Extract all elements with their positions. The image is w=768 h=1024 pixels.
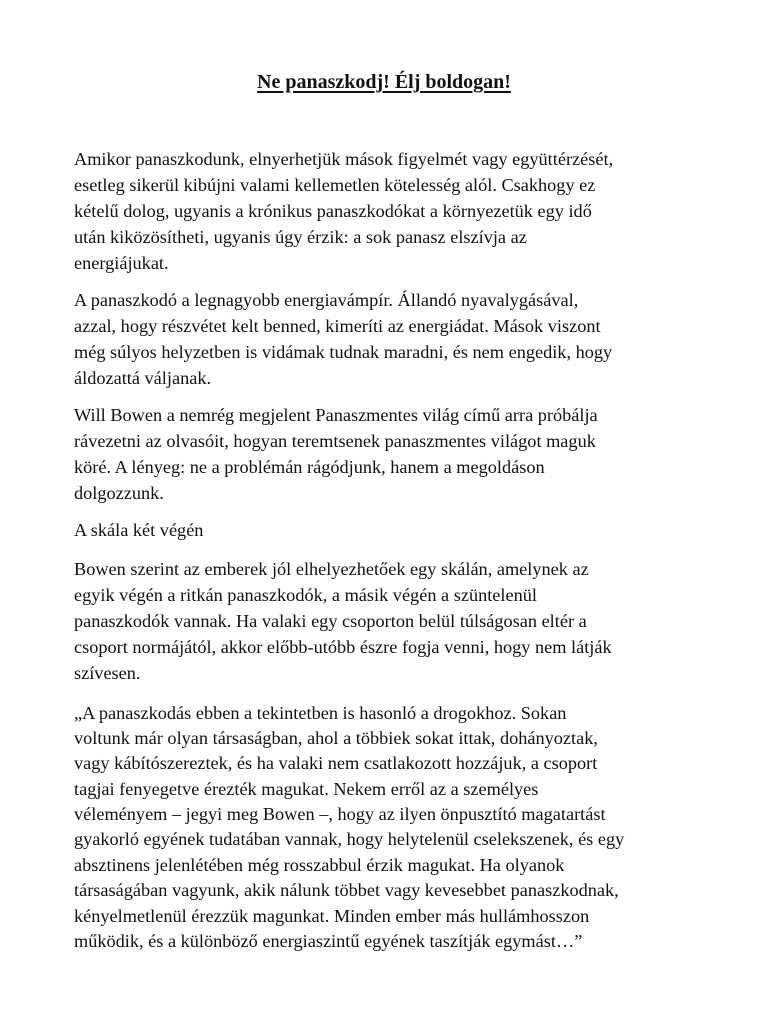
paragraph-3-line-2: rávezetni az olvasóit, hogyan teremtsenek panaszmentes világot maguk [74,431,596,451]
paragraph-6-line-2: voltunk már olyan társaságban, ahol a többiek sokat ittak, dohányoztak, [74,728,598,748]
paragraph-2-line-4: áldozattá váljanak. [74,368,212,388]
paragraph-6-line-5: véleményem – jegyi meg Bowen –, hogy az ilyen önpusztító magatartást [74,804,606,824]
paragraph-5-line-5: szívesen. [74,663,141,683]
paragraph-1-line-5: energiájukat. [74,253,169,273]
paragraph-6-line-6: gyakorló egyének tudatában vannak, hogy helytelenül cselekszenek, és egy [74,829,625,849]
paragraph-3-line-3: köré. A lényeg: ne a problémán rágódjunk, hanem a megoldáson [74,457,545,477]
page-title: Ne panaszkodj! Élj boldogan! [257,71,511,93]
paragraph-5-line-1: Bowen szerint az emberek jól elhelyezhetőek egy skálán, amelynek az [74,559,589,579]
paragraph-6-line-9: kényelmetlenül érezzük magunkat. Minden ember más hullámhosszon [74,906,590,926]
paragraph-1-line-3: kételű dolog, ugyanis a krónikus panaszkodókat a környezetük egy idő [74,201,592,221]
paragraph-5-line-4: csoport normájától, akkor előbb-utóbb észre fogja venni, hogy nem látják [74,637,612,657]
paragraph-3-line-4: dolgozzunk. [74,483,164,503]
paragraph-1-line-4: után kiközösítheti, ugyanis úgy érzik: a sok panasz elszívja az [74,227,527,247]
paragraph-2-line-1: A panaszkodó a legnagyobb energiavámpír. Állandó nyavalygásával, [74,290,579,310]
paragraph-5-line-2: egyik végén a ritkán panaszkodók, a másik végén a szüntelenül [74,585,537,605]
paragraph-6-line-1: „A panaszkodás ebben a tekintetben is hasonló a drogokhoz. Sokan [74,703,567,723]
paragraph-5-line-3: panaszkodók vannak. Ha valaki egy csoporton belül túlságosan eltér a [74,611,587,631]
paragraph-6-line-7: absztinens jelenlétében még rosszabbul érzik magukat. Ha olyanok [74,855,565,875]
paragraph-2-line-2: azzal, hogy részvétet kelt benned, kimeríti az energiádat. Mások viszont [74,316,601,336]
paragraph-6-line-3: vagy kábítószereztek, és ha valaki nem csatlakozott hozzájuk, a csoport [74,753,598,773]
section-subheading: A skála két végén [74,520,204,540]
paragraph-1-line-1: Amikor panaszkodunk, elnyerhetjük mások figyelmét vagy együttérzését, [74,149,614,169]
paragraph-2-line-3: még súlyos helyzetben is vidámak tudnak maradni, és nem engedik, hogy [74,342,613,362]
paragraph-6-line-10: működik, és a különböző energiaszintű egyének taszítják egymást…” [74,931,583,951]
paragraph-6-line-8: társaságában vagyunk, akik nálunk többet vagy kevesebbet panaszkodnak, [74,880,619,900]
paragraph-1-line-2: esetleg sikerül kibújni valami kellemetlen kötelesség alól. Csakhogy ez [74,175,596,195]
paragraph-6-line-4: tagjai fenyegetve érezték magukat. Nekem erről az a személyes [74,779,539,799]
paragraph-3-line-1: Will Bowen a nemrég megjelent Panaszmentes világ című arra próbálja [74,405,598,425]
